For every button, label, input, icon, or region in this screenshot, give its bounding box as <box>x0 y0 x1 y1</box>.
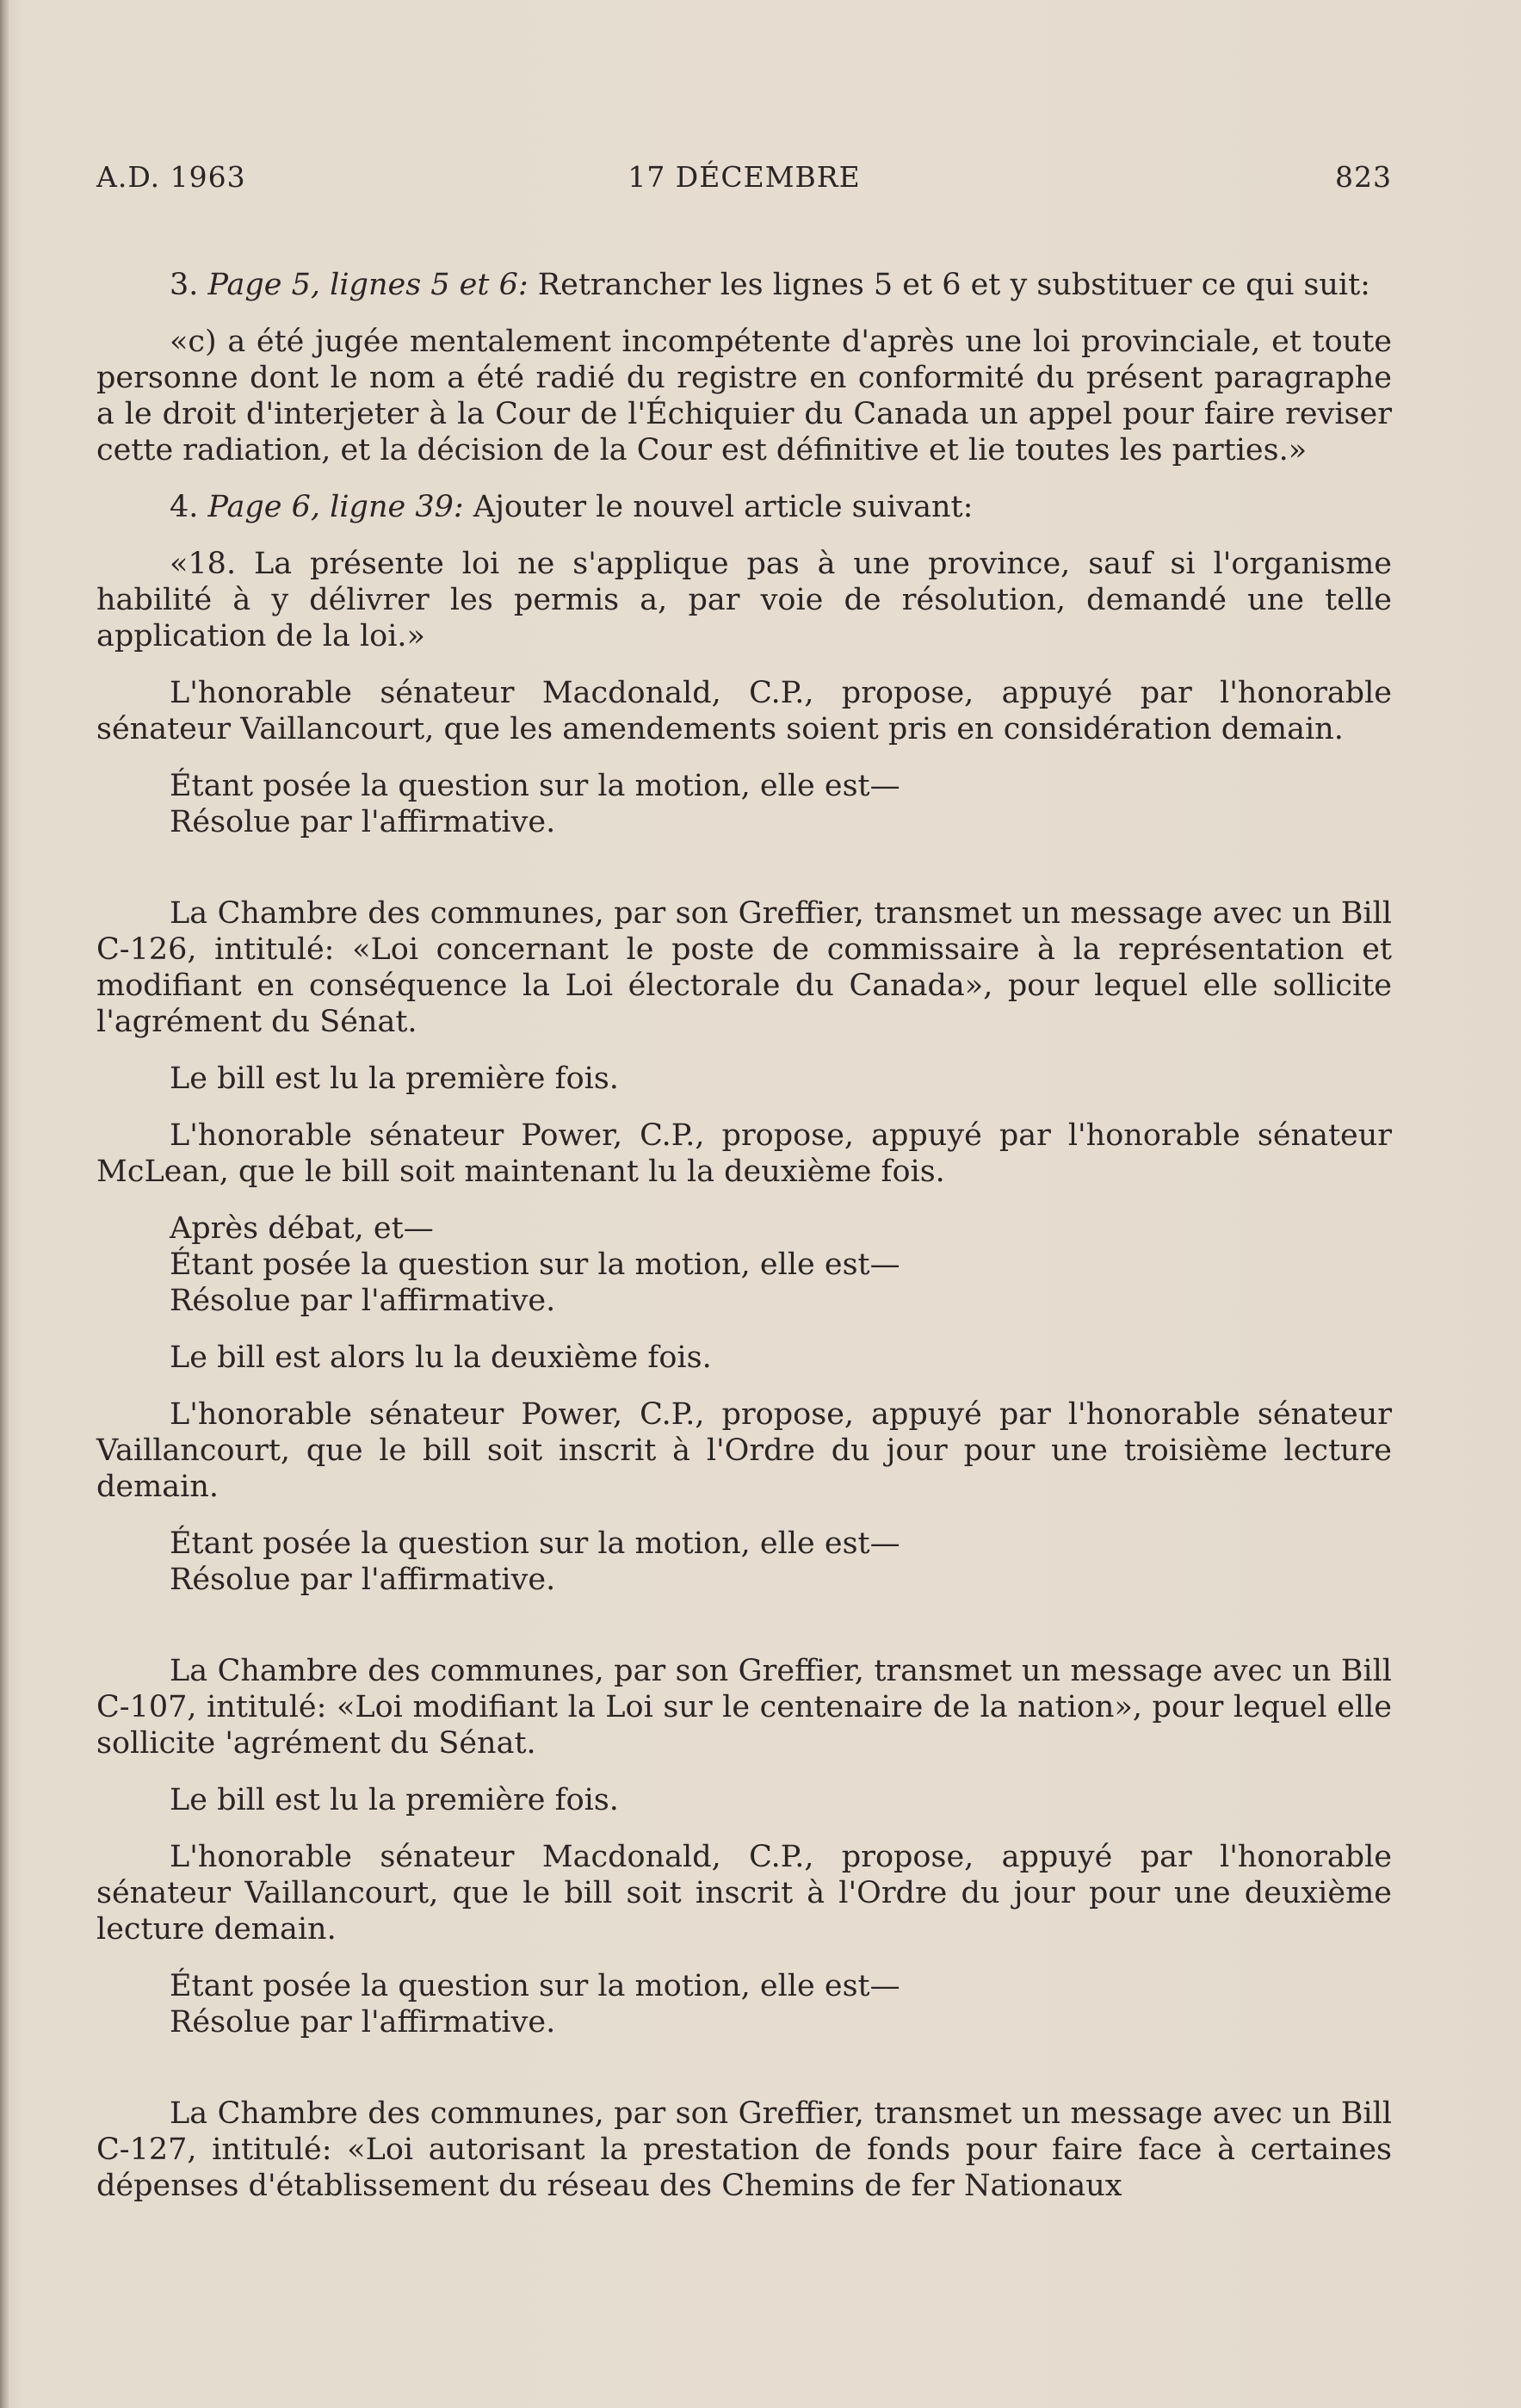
amendment-reference: Page 6, ligne 39: <box>207 490 464 524</box>
vote-question: Étant posée la question sur la motion, elle est— <box>170 1969 900 2003</box>
amendment-reference: Page 5, lignes 5 et 6: <box>207 268 529 302</box>
section-gap <box>96 1619 1392 1653</box>
amendment-3-quote: «c) a été jugée mentalement incompétente d'après une loi provinciale, et toute personne dont le nom a été radié du registre en conformité du présent paragraphe a le droit d'interjeter à la Cour de l'Échiquier du Canada un appel pour faire reviser cette radiation, et la décision de la Cour est définitive et lie toutes les parties.» <box>96 325 1392 467</box>
message-paragraph: La Chambre des communes, par son Greffier, transmet un message avec un Bill C-127, intitulé: «Loi autorisant la prestation de fonds pour faire face à certaines dépenses d'établissement du réseau des Chemins de fer Nationaux <box>96 2096 1392 2203</box>
amendment-3 <box>96 267 1392 303</box>
page-number: 823 <box>1335 160 1392 194</box>
vote-outcome: Résolue par l'affirmative. <box>170 2005 556 2040</box>
vote-result <box>170 1526 1392 1598</box>
amendment-number: 4. <box>170 490 199 524</box>
section-gap <box>96 861 1392 895</box>
amendment-4 <box>96 489 1392 525</box>
motion-paragraph: L'honorable sénateur Power, C.P., propose, appuyé par l'honorable sénateur Vaillancourt, que le bill soit inscrit à l'Ordre du jour pour une troisième lecture demain. <box>96 1397 1392 1504</box>
vote-question: Étant posée la question sur la motion, elle est— <box>170 1247 900 1282</box>
header-year: A.D. 1963 <box>96 160 246 194</box>
message-paragraph: La Chambre des communes, par son Greffier, transmet un message avec un Bill C-107, intitulé: «Loi modifiant la Loi sur le centenaire de la nation», pour lequel elle sollicite 'agrément du Sénat. <box>96 1654 1392 1761</box>
header-date: 17 DÉCEMBRE <box>628 160 861 194</box>
vote-result <box>170 1210 1392 1319</box>
message-paragraph: La Chambre des communes, par son Greffier, transmet un message avec un Bill C-126, intitulé: «Loi concernant le poste de commissaire à la représentation et modifiant en conséquence la Loi électorale du Canada», pour lequel elle sollicite l'agrément du Sénat. <box>96 896 1392 1039</box>
vote-result <box>170 1968 1392 2040</box>
reading-paragraph: Le bill est alors lu la deuxième fois. <box>170 1340 712 1375</box>
debate-note: Après débat, et— <box>170 1211 434 1246</box>
reading-paragraph: Le bill est lu la première fois. <box>170 1062 619 1096</box>
motion-paragraph: L'honorable sénateur Macdonald, C.P., propose, appuyé par l'honorable sénateur Vaillancourt, que le bill soit inscrit à l'Ordre du jour pour une deuxième lecture demain. <box>96 1840 1392 1947</box>
running-header <box>96 160 1392 203</box>
page-binding-edge <box>0 0 9 2408</box>
amendment-4-quote: «18. La présente loi ne s'applique pas à une province, sauf si l'organisme habilité à y délivrer les permis a, par voie de résolution, demandé une telle application de la loi.» <box>96 547 1392 653</box>
vote-result <box>170 768 1392 840</box>
section-gap <box>96 2061 1392 2095</box>
amendment-number: 3. <box>170 268 199 302</box>
reading-paragraph: Le bill est lu la première fois. <box>170 1783 619 1817</box>
vote-outcome: Résolue par l'affirmative. <box>170 1563 556 1597</box>
vote-outcome: Résolue par l'affirmative. <box>170 805 556 839</box>
motion-paragraph: L'honorable sénateur Macdonald, C.P., propose, appuyé par l'honorable sénateur Vaillancourt, que les amendements soient pris en considération demain. <box>96 676 1392 746</box>
amendment-text: Retrancher les lignes 5 et 6 et y substituer ce qui suit: <box>537 268 1370 302</box>
page-body <box>96 267 1392 2225</box>
vote-question: Étant posée la question sur la motion, elle est— <box>170 769 900 803</box>
motion-paragraph: L'honorable sénateur Power, C.P., propose, appuyé par l'honorable sénateur McLean, que le bill soit maintenant lu la deuxième fois. <box>96 1118 1392 1189</box>
vote-outcome: Résolue par l'affirmative. <box>170 1284 556 1318</box>
amendment-text: Ajouter le nouvel article suivant: <box>473 490 974 524</box>
vote-question: Étant posée la question sur la motion, elle est— <box>170 1526 900 1561</box>
